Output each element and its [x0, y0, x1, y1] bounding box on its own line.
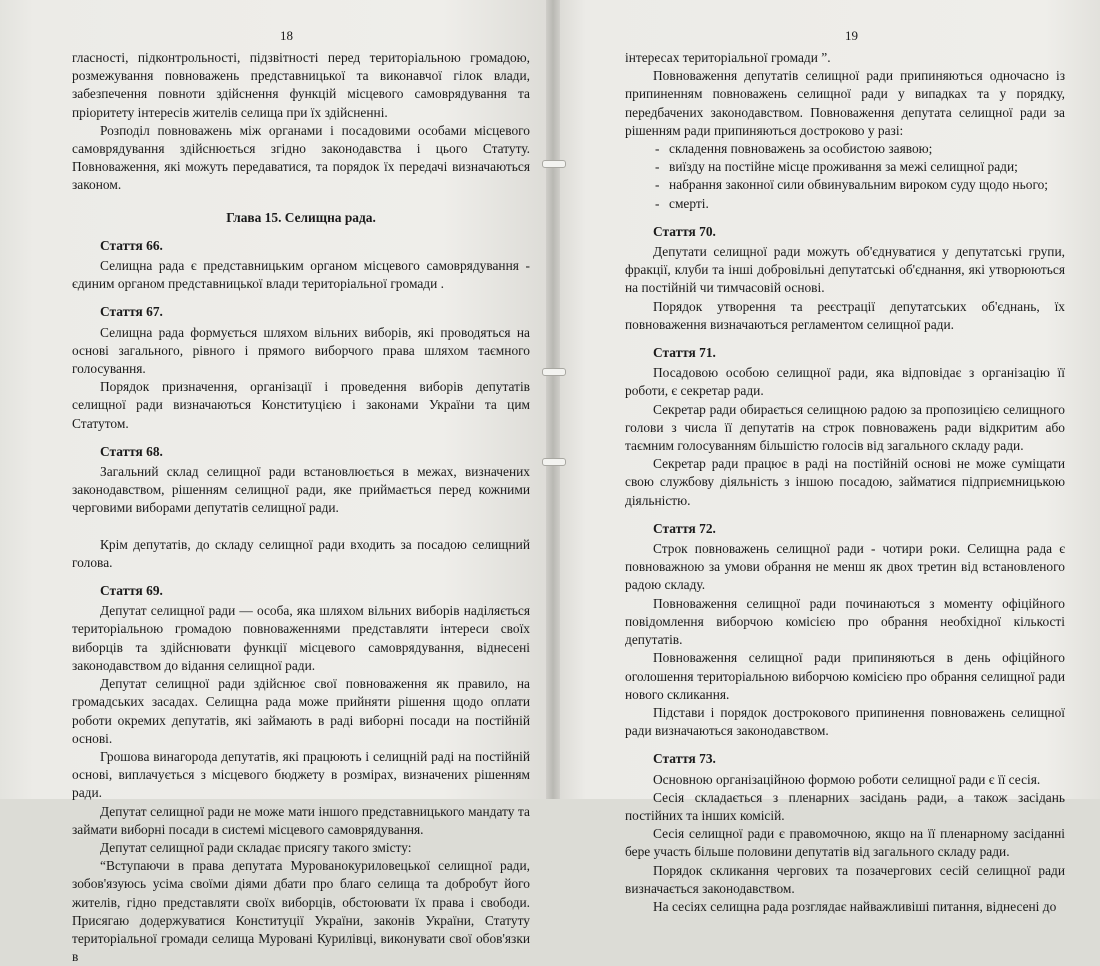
paragraph: Селищна рада є представницьким органом місцевого самоврядування - єдиним органом представницької влади територіальної громади .: [72, 258, 530, 292]
binding-stitch: [542, 458, 566, 466]
chapter-title: Глава 15. Селищна рада.: [226, 209, 376, 225]
paragraph: Грошова винагорода депутатів, які працюють і селищній раді на постійній основі, виплачується з місцевого бюджету в розмірах, визначених рішенням ради.: [72, 748, 530, 801]
paragraph: Підстави і порядок дострокового припинення повноважень селищної ради визначаються законодавством.: [625, 704, 1065, 739]
paragraph: Повноваження селищної ради починаються з моменту офіційного повідомлення виборчою комісією про обрання необхідної кількості депутатів.: [625, 595, 1065, 648]
article-heading: Стаття 69.: [100, 583, 163, 599]
paragraph: На сесіях селищна рада розглядає найважливіші питання, віднесені до: [653, 898, 1057, 914]
paragraph: Повноваження депутатів селищної ради припиняються одночасно із припиненням повноважень селищної ради у випадках та у порядку, передбачених законодавством. Повноваження депутата селищної ради за рішенням ради припиняються достроково у разі:: [625, 68, 1065, 138]
left-page-text: [72, 49, 530, 966]
article-heading: Стаття 71.: [653, 345, 716, 361]
paragraph: Селищна рада формується шляхом вільних виборів, які проводяться на основі загального, рівного і прямого виборчого права шляхом таємного голосування.: [72, 324, 530, 377]
binding-stitch: [542, 368, 566, 376]
paragraph: Сесія селищної ради є правомочною, якщо на її пленарному засіданні бере участь більше половини депутатів від загального складу ради.: [625, 826, 1065, 860]
paragraph: Порядок призначення, організації і проведення виборів депутатів селищної ради визначаються Конституцією і законами України та цим Статутом.: [72, 379, 530, 431]
termination-list: [625, 140, 1065, 213]
page-number: 18: [280, 28, 293, 43]
page-number: 19: [845, 28, 858, 43]
paragraph: Секретар ради працює в раді на постійній основі не може суміщати свою службову діяльність з іншою посадою, займатися підприємницькою діяльністю.: [625, 456, 1065, 508]
paragraph: Строк повноважень селищної ради - чотири роки. Селищна рада є повноважною за умови обрання не менш як двох третин від встановленого радою складу.: [625, 541, 1065, 593]
paragraph: Крім депутатів, до складу селищної ради входить за посадою селищний голова.: [72, 536, 530, 570]
paragraph: Депутат селищної ради здійснює свої повноваження як правило, на громадських засадах. Селищна рада може прийняти рішення щодо оплати роботи окремих депутатів, які займають в раді виборні посади на постійній основі.: [72, 676, 530, 746]
article-heading: Стаття 73.: [653, 751, 716, 767]
list-item: - смерті.: [655, 195, 1065, 213]
paragraph: Порядок утворення та реєстрації депутатських об'єднань, їх повноваження визначаються регламентом селищної ради.: [625, 298, 1065, 332]
paragraph: Повноваження селищної ради припиняються в день офіційного оголошення територіальною виборчою комісією про обрання селищної ради нового скликання.: [625, 650, 1065, 702]
list-item: - набрання законної сили обвинувальним вироком суду щодо нього;: [655, 176, 1065, 194]
list-item: - виїзду на постійне місце проживання за межі селищної ради;: [655, 158, 1065, 176]
oath-paragraph: “Вступаючи в права депутата Мурованокуриловецької селищної ради, зобов'язуюсь усіма своїми діями дбати про благо селища та добробут його жителів, гідно представляти своїх виборців, обстоювати їх права і свободи. Присягаю додержуватися Конституції України, законів України, Статуту територіальної громади селища Муровані Курилівці, виконувати свої обов'язки в: [72, 858, 530, 965]
article-heading: Стаття 67.: [100, 304, 163, 320]
list-item: - складення повноважень за особистою заявою;: [655, 140, 1065, 158]
right-page: [553, 0, 1100, 914]
paragraph: інтересах територіальної громади ”.: [625, 50, 831, 65]
paragraph: Загальний склад селищної ради встановлюється в межах, визначених законодавством, рішенням селищної ради, яке приймається перед кожними черговими виборами депутатів селищної ради.: [72, 464, 530, 516]
blank-line: [72, 518, 530, 536]
binding-stitch: [542, 160, 566, 168]
paragraph: Сесія складається з пленарних засідань ради, а також засідань постійних та інших комісій.: [625, 789, 1065, 823]
article-heading: Стаття 70.: [653, 223, 716, 239]
paragraph: Порядок скликання чергових та позачергових сесій селищної ради визначається законодавством.: [625, 862, 1065, 896]
right-page-text: [625, 49, 1065, 916]
article-heading: Стаття 68.: [100, 443, 163, 459]
paragraph: Секретар ради обирається селищною радою за пропозицією селищного голови з числа її депутатів на строк повноважень ради відкритим або таємним голосуванням більшістю голосів від загального складу ради.: [625, 401, 1065, 454]
paragraph: Розподіл повноважень між органами і посадовими особами місцевого самоврядування здійснюється згідно законодавства і цього Статуту. Повноваження, які можуть передаватися, та порядок їх передачі визначаються законом.: [72, 122, 530, 193]
paragraph: гласності, підконтрольності, підзвітності перед територіальною громадою, розмежування повноважень представницької та виконавчої гілок влади, забезпечення повноти здійснення функцій місцевого самоврядування та пріоритету інтересів жителів селища при їх здійсненні.: [72, 50, 530, 120]
paragraph: Депутат селищної ради складає присягу такого змісту:: [100, 839, 412, 855]
article-heading: Стаття 66.: [100, 237, 163, 253]
article-heading: Стаття 72.: [653, 520, 716, 536]
paragraph: Депутат селищної ради не може мати іншого представницького мандату та займати виборні посади в системі місцевого самоврядування.: [72, 803, 530, 837]
paragraph: Посадовою особою селищної ради, яка відповідає з організацію її роботи, є секретар ради.: [625, 365, 1065, 399]
paragraph: Депутат селищної ради — особа, яка шляхом вільних виборів наділяється територіальною громадою повноваженнями представляти інтереси своїх виборців та здійснювати функції місцевого самоврядування, віднесені законодавством до відання селищної ради.: [72, 603, 530, 673]
book-gutter: [546, 0, 560, 799]
paragraph: Основною організаційною формою роботи селищної ради є її сесія.: [653, 771, 1041, 787]
paragraph: Депутати селищної ради можуть об'єднуватися у депутатські групи, фракції, клуби та інші добровільні депутатські об'єднання, які утворюються на постійній чи тимчасовій основі.: [625, 244, 1065, 296]
